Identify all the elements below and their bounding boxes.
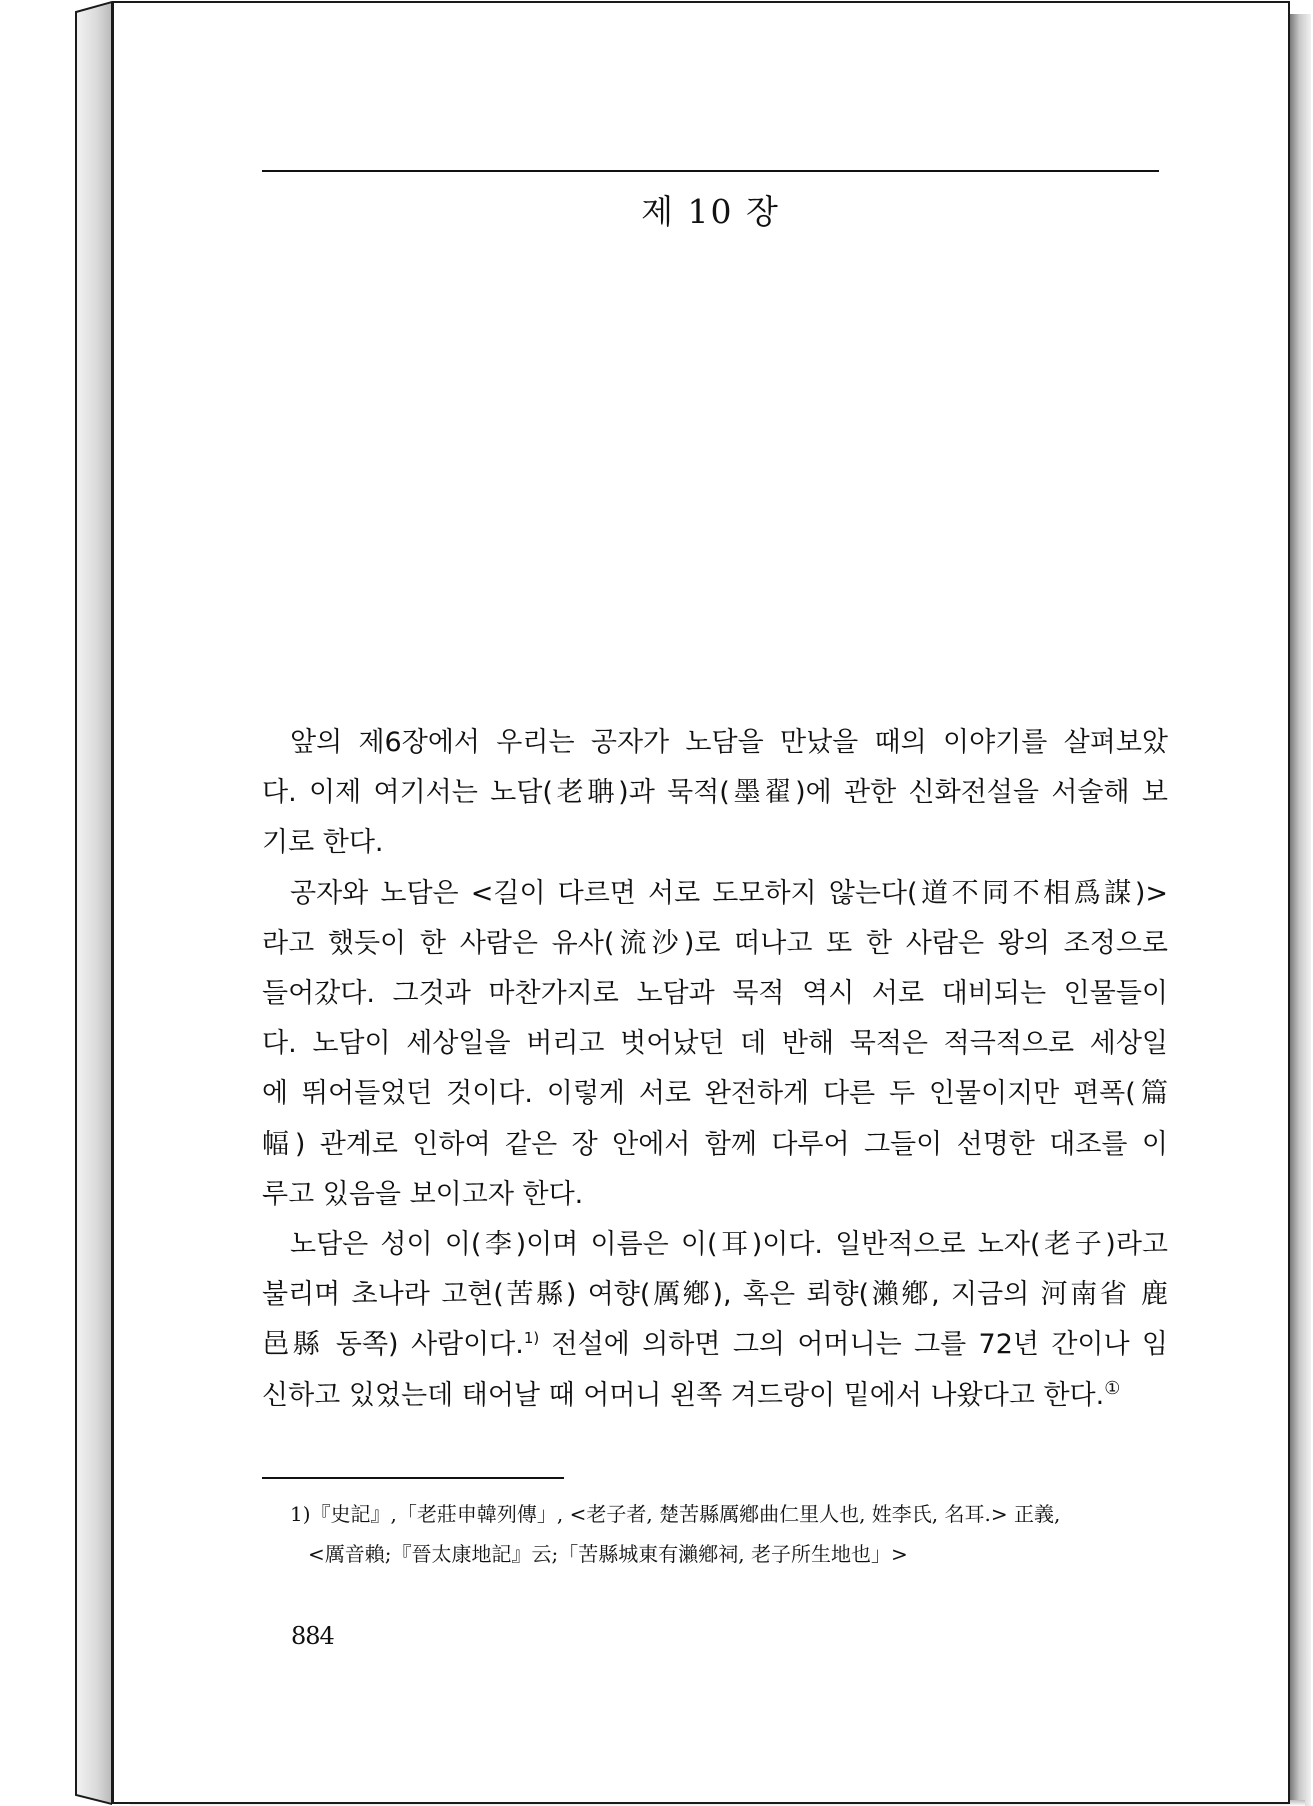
body-line: 노담은 성이 이(李)이며 이름은 이(耳)이다. 일반적으로 노자(老子)라고 [290, 1229, 1168, 1261]
book-spine [0, 0, 112, 1806]
body-line: 앞의 제6장에서 우리는 공자가 노담을 만났을 때의 이야기를 살펴보았 [290, 727, 1168, 758]
body-line-segment: 전설에 의하면 그의 어머니는 그를 72년 간이나 임 [539, 1329, 1168, 1361]
body-line: 다. 노담이 세상일을 버리고 벗어났던 데 반해 묵적은 적극적으로 세상일 [262, 1028, 1168, 1060]
body-line: 에 뛰어들었던 것이다. 이렇게 서로 완전하게 다른 두 인물이지만 편폭(篇 [262, 1078, 1168, 1110]
body-line-segment: 邑縣 동쪽) 사람이다. [262, 1329, 524, 1361]
page-edge-shadow [1290, 14, 1311, 1806]
page-number: 884 [291, 1622, 334, 1650]
body-line-with-footnote [262, 1320, 1168, 1370]
body-line: 기로 한다. [262, 827, 384, 859]
body-line: 불리며 초나라 고현(苦縣) 여향(厲鄕), 혹은 뢰향(瀨鄕, 지금의 河南省 鹿 [262, 1279, 1168, 1311]
footnote-reference: 1) [523, 1329, 540, 1348]
body-line-segment: 신하고 있었는데 태어날 때 어머니 왼쪽 겨드랑이 밑에서 나왔다고 한다. [262, 1379, 1105, 1411]
body-line: 루고 있음을 보이고자 한다. [262, 1178, 584, 1210]
body-line: 幅) 관계로 인하여 같은 장 안에서 함께 다루어 그들이 선명한 대조를 이 [262, 1128, 1168, 1160]
body-line: 다. 이제 여기서는 노담(老聃)과 묵적(墨翟)에 관한 신화전설을 서술해 보 [262, 777, 1168, 809]
endnote-mark: ① [1104, 1377, 1121, 1399]
body-line: 들어갔다. 그것과 마찬가지로 노담과 묵적 역시 서로 대비되는 인물들이 [262, 978, 1168, 1010]
body-line-with-endnote [262, 1371, 1168, 1421]
body-line: 라고 했듯이 한 사람은 유사(流沙)로 떠나고 또 한 사람은 왕의 조정으로 [262, 927, 1168, 959]
footnote-line: <厲音賴;『晉太康地記』云;「苦縣城東有瀨鄕祠, 老子所生地也」> [308, 1542, 908, 1566]
chapter-header-rule [262, 170, 1159, 172]
body-text [262, 718, 1168, 1421]
footnote [290, 1494, 1170, 1574]
footnote-rule [262, 1477, 564, 1479]
body-line: 공자와 노담은 <길이 다르면 서로 도모하지 않는다(道不同不相爲謀)> [290, 877, 1168, 909]
chapter-title: 제 10 장 [641, 192, 780, 231]
footnote-line: 1)『史記』,「老莊申韓列傳」, <老子者, 楚苦縣厲鄕曲仁里人也, 姓李氏, 名耳.> 正義, [290, 1502, 1061, 1526]
